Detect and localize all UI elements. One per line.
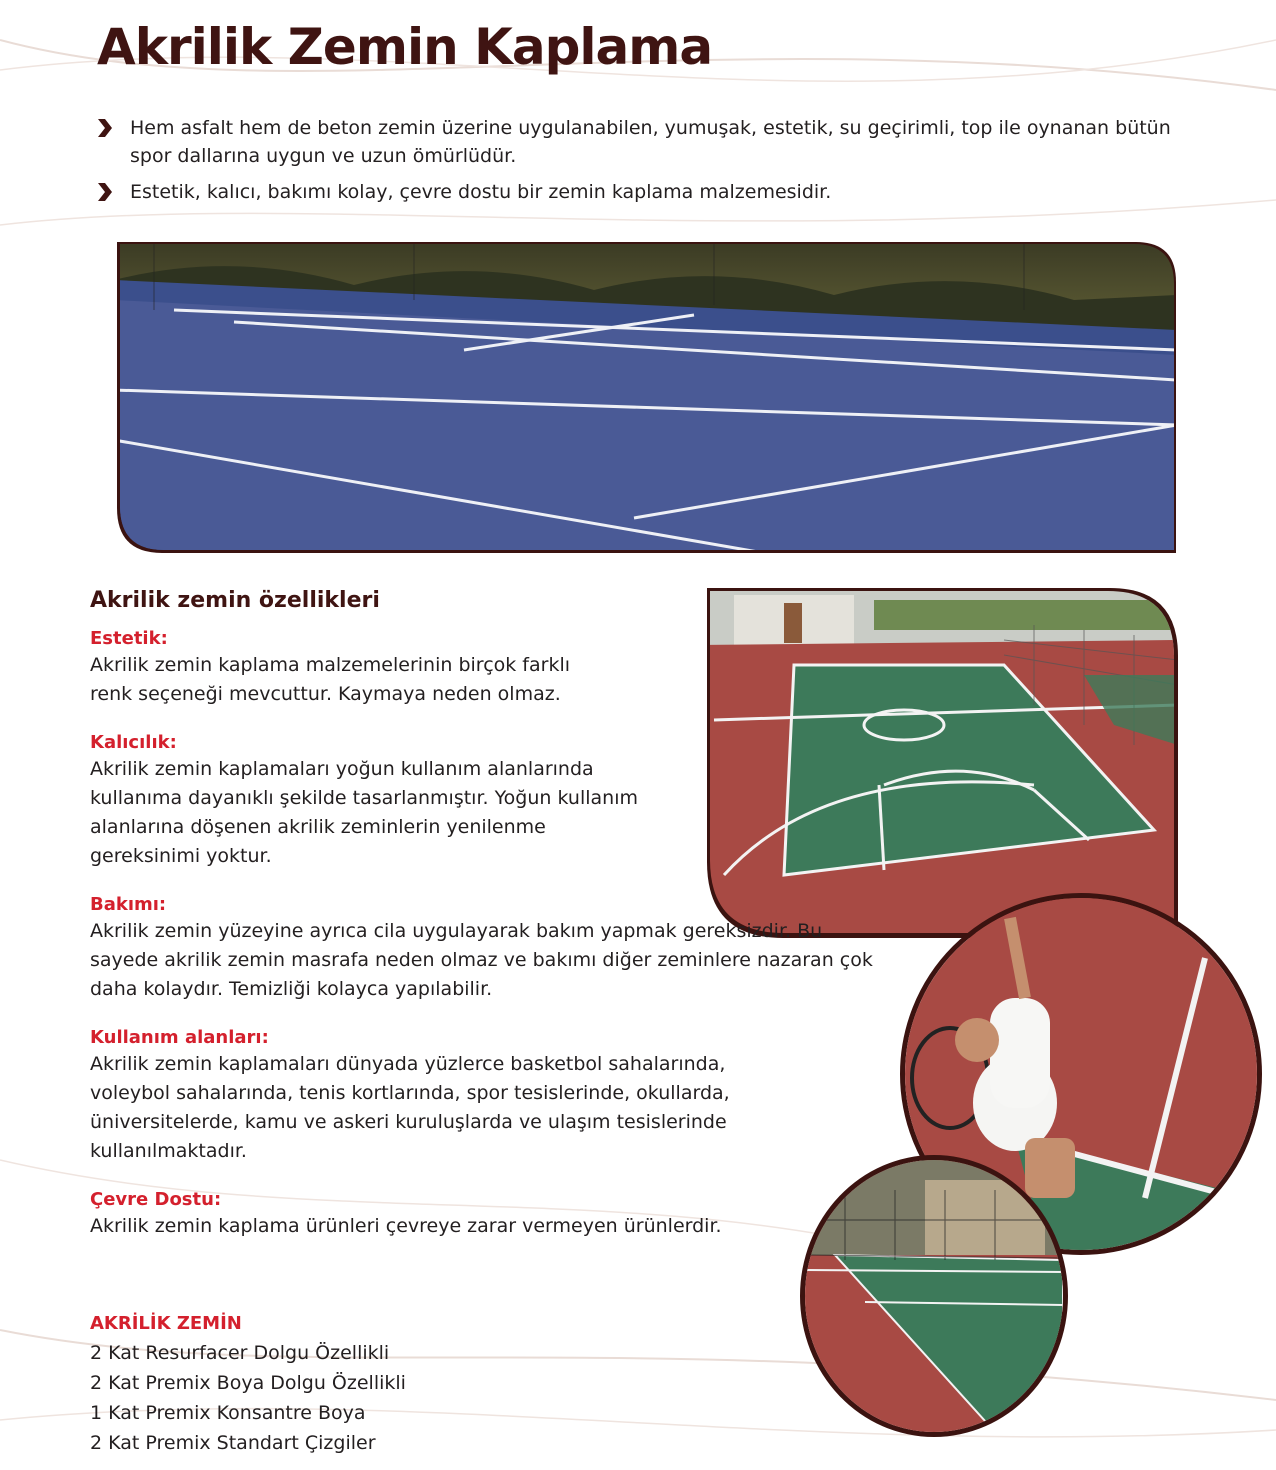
feature-bakimi bbox=[90, 893, 910, 1004]
feature-title: Kalıcılık: bbox=[90, 732, 177, 753]
feature-text: Akrilik zemin kaplamaları dünyada yüzlerce basketbol sahalarında, voleybol sahalarında, tenis kortlarında, spor tesislerinde, okullarda, üniversitelerde, kamu ve askeri kuruluşlarda ve ulaşım tesislerinde kullanılmaktadır. bbox=[90, 1053, 730, 1162]
feature-kullanim-alanlari bbox=[90, 1026, 910, 1166]
feature-text: Akrilik zemin kaplama ürünleri çevreye zarar vermeyen ürünlerdir. bbox=[90, 1215, 722, 1237]
features-section bbox=[90, 588, 910, 1263]
product-item: 2 Kat Premix Boya Dolgu Özellikli bbox=[90, 1372, 406, 1394]
chevron-right-icon bbox=[96, 183, 112, 201]
product-item: 2 Kat Premix Standart Çizgiler bbox=[90, 1432, 376, 1454]
feature-text: Akrilik zemin yüzeyine ayrıca cila uygulayarak bakım yapmak gereksizdir. Bu sayede akrilik zemin masrafa neden olmaz ve bakımı diğer zeminlere nazaran çok daha kolaydır. Temizliği kolayca yapılabilir. bbox=[90, 920, 873, 1000]
feature-title: Çevre Dostu: bbox=[90, 1189, 222, 1210]
product-item: 2 Kat Resurfacer Dolgu Özellikli bbox=[90, 1342, 390, 1364]
feature-kalicilik bbox=[90, 731, 910, 871]
tennis-court-photo bbox=[114, 240, 1177, 553]
page-title: Akrilik Zemin Kaplama bbox=[97, 18, 713, 76]
features-heading: Akrilik zemin özellikleri bbox=[90, 588, 380, 613]
products-section bbox=[90, 1310, 406, 1458]
feature-title: Kullanım alanları: bbox=[90, 1027, 269, 1048]
feature-text: Akrilik zemin kaplamaları yoğun kullanım alanlarında kullanıma dayanıklı şekilde tasarlanmıştır. Yoğun kullanım alanlarına döşenen akrilik zeminlerin yenilenme gereksinimi yoktur. bbox=[90, 758, 638, 867]
feature-title: Bakımı: bbox=[90, 894, 167, 915]
feature-cevre-dostu bbox=[90, 1188, 910, 1241]
intro-text: Hem asfalt hem de beton zemin üzerine uygulanabilen, yumuşak, estetik, su geçirimli, top ile oynanan bütün spor dallarına uygun ve uzun ömürlüdür. bbox=[130, 117, 1171, 167]
feature-estetik bbox=[90, 627, 910, 709]
intro-item bbox=[94, 114, 1214, 170]
chevron-right-icon bbox=[96, 119, 112, 137]
intro-text: Estetik, kalıcı, bakımı kolay, çevre dostu bir zemin kaplama malzemesidir. bbox=[130, 181, 832, 203]
product-item: 1 Kat Premix Konsantre Boya bbox=[90, 1402, 366, 1424]
products-heading: AKRİLİK ZEMİN bbox=[90, 1313, 242, 1334]
feature-text: Akrilik zemin kaplama malzemelerinin birçok farklı renk seçeneği mevcuttur. Kaymaya neden olmaz. bbox=[90, 654, 571, 705]
intro-list bbox=[94, 114, 1214, 214]
products-list bbox=[90, 1338, 406, 1458]
feature-title: Estetik: bbox=[90, 628, 168, 649]
intro-item bbox=[94, 178, 1214, 206]
